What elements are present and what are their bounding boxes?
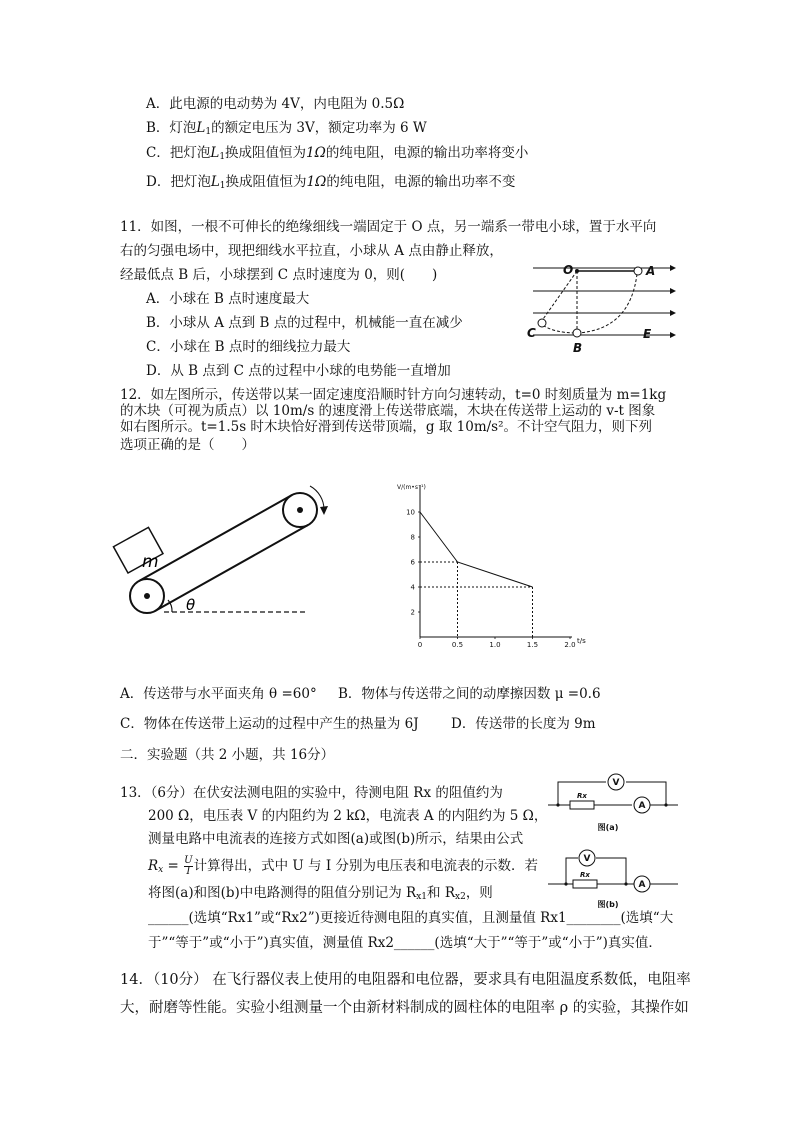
q13-line-5 [148,883,493,907]
q10-c-symbol: L [210,145,220,161]
formula-r: R [148,858,159,874]
q12-option-b: B．物体与传送带之间的动摩擦因数 μ =0.6 [338,686,601,702]
q11-line-2: 右的匀强电场中，现把细线水平拉直，小球从 A 点由静止释放， [120,243,503,259]
label-b: B [573,341,583,355]
ammeter-a-label: A [638,801,646,811]
rotation-arrowhead [320,506,328,515]
q11-option-a: A．小球在 B 点时速度最大 [146,291,310,307]
q13-line-5-pre: 将图(a)和图(b)中电路测得的阻值分别记为 R [148,885,417,901]
q12-conveyor-figure [120,480,340,620]
angle-label: θ [186,596,196,614]
x-tick-label: 0 [417,641,423,649]
bottom-axle [144,593,150,599]
arrow-1 [670,265,676,271]
node-a-2 [664,803,667,806]
q10-option-c [146,143,528,167]
q10-b-text: 的额定电压为 3V，额定功率为 6 W [211,120,427,136]
q11-pendulum-figure [525,260,675,355]
q12-line-2: 的木块（可视为质点）以 10m/s 的速度滑上传送带底端，木块在传送带上运动的 v-t 图象 [120,403,656,419]
q10-d-prefix: D．把灯泡 [146,174,211,190]
q13-sub-x2: x2 [455,892,466,902]
arrow-2 [670,288,676,294]
q10-c-mid: 换成阻值恒为 [225,145,307,161]
q10-option-b [146,118,427,142]
arrow-3 [670,310,676,316]
ball-at-c [538,319,546,327]
formula-sub-x: x [158,865,164,875]
x-tick-label: 2.0 [564,641,576,649]
q13-line-7: 于”“等于”或“小于”)真实值，测量值 Rx2______(选填“大于”“等于”或“小于”)真实值． [148,935,662,951]
figure-b-caption: 图(b) [597,900,619,909]
belt-upper [139,495,292,581]
wire-b-right [596,858,626,884]
q10-d-symbol: L [210,174,220,190]
label-o: O [563,263,574,277]
q13-line-5-mid: 和 R [427,885,455,901]
q14-line-1: 14．（10分） 在飞行器仪表上使用的电阻器和电位器，要求具有电阻温度系数低，电阻率 [120,972,691,988]
formula-numerator: U [184,855,193,866]
q10-b-prefix: B．灯泡 [146,120,197,136]
node-b-1 [564,882,567,885]
y-axis-label: V/(m•s⁻¹) [397,484,426,491]
top-axle [297,507,303,513]
label-e: E [643,327,652,341]
q10-option-d [146,172,515,196]
resistor-a-label: Rx [577,792,587,800]
y-tick-label: 6 [410,558,415,567]
ball-at-a [634,267,642,275]
resistor-b-label: Rx [580,871,590,879]
series-line [420,512,533,587]
q12-vt-chart [395,475,586,650]
q13-line-1: 13．（6分）在伏安法测电阻的实验中，待测电阻 Rx 的阻值约为 [120,785,503,801]
swing-arc [541,274,637,333]
formula-equals: = [163,858,184,874]
formula-fraction [184,856,192,877]
ball-at-b [573,329,581,337]
q11-option-d: D．从 B 点到 C 点的过程中小球的电势能一直增加 [146,363,451,379]
voltmeter-b-label: V [583,854,591,864]
q12-line-4: 选项正确的是（ ） [120,437,255,453]
node-b-2 [624,882,627,885]
voltmeter-a-label: V [612,778,620,788]
q13-line-2: 200 Ω，电压表 V 的内阻约为 2 kΩ，电流表 A 的内阻约为 5 Ω， [148,808,548,824]
q10-c-subscript: 1 [219,152,226,162]
q13-sub-x1: x1 [416,892,428,902]
x-tick-label: 1.5 [526,641,539,649]
q10-d-value: 1Ω [306,174,327,190]
ammeter-b-label: A [638,880,646,890]
q10-d-mid: 换成阻值恒为 [225,174,307,190]
q13-circuit-a [548,770,678,835]
q10-d-subscript: 1 [219,181,226,191]
q12-option-c: C．物体在传送带上运动的过程中产生的热量为 6J [120,716,419,732]
q10-option-a: A．此电源的电动势为 4V，内电阻为 0.5Ω [146,96,405,112]
wire-a-right [626,782,666,805]
x-tick-label: 1.0 [489,641,501,649]
y-tick-label: 8 [410,533,415,542]
q10-d-text: 的纯电阻，电源的输出功率不变 [326,174,516,190]
x-axis-label: t/s [577,637,586,645]
q11-option-b: B．小球从 A 点到 B 点的过程中，机械能一直在减少 [146,315,463,331]
q10-c-prefix: C．把灯泡 [146,145,211,161]
q13-line-4 [148,856,538,880]
block-label: m [142,552,159,572]
q11-line-3: 经最低点 B 后，小球摆到 C 点时速度为 0，则( ) [120,267,438,283]
resistor-b [573,880,597,888]
x-tick-label: 0.5 [451,641,464,649]
q11-line-1: 11．如图，一根不可伸长的绝缘细线一端固定于 O 点，另一端系一带电小球，置于水平向 [120,219,657,235]
section-2-heading: 二．实验题（共 2 小题，共 16分） [120,747,335,763]
q14-line-2: 大，耐磨等性能。实验小组测量一个由新材料制成的圆柱体的电阻率 ρ 的实验，其操作如 [120,1000,689,1016]
y-tick-label: 10 [406,508,415,517]
q13-line-4-text: 计算得出，式中 U 与 I 分别为电压表和电流表的示数．若 [193,858,538,874]
q13-circuit-b [548,842,678,910]
q10-b-subscript: 1 [205,127,212,137]
q10-c-text: 的纯电阻，电源的输出功率将变小 [325,145,529,161]
q11-option-c: C．小球在 B 点时的细线拉力最大 [146,339,351,355]
belt-lower [155,525,308,611]
q13-line-5-post: ，则 [465,885,493,901]
q10-c-value: 1Ω [306,145,326,161]
q12-option-a: A．传送带与水平面夹角 θ =60° [120,686,317,702]
q10-b-symbol: L [196,120,206,136]
label-c: C [527,326,536,340]
resistor-a [570,801,594,809]
q13-line-6: ______(选填“Rx1”或“Rx2”)更接近待测电阻的真实值，且测量值 Rx1________(选填“大 [148,910,674,926]
q12-line-1: 12．如左图所示，传送带以某一固定速度沿顺时针方向匀速转动，t=0 时刻质量为 m=1kg [120,387,667,403]
label-a: A [646,264,656,278]
y-tick-label: 2 [410,608,415,617]
node-a-1 [556,803,559,806]
pivot-o [575,269,579,273]
arrow-4 [670,332,676,338]
figure-a-caption: 图(a) [597,823,619,832]
thread-to-c [541,271,577,322]
y-tick-label: 4 [410,583,415,592]
q13-line-3: 测量电路中电流表的连接方式如图(a)或图(b)所示，结果由公式 [148,831,524,847]
q12-option-d: D．传送带的长度为 9m [451,716,596,732]
formula-denominator: I [186,866,191,877]
q12-line-3: 如右图所示。t=1.5s 时木块恰好滑到传送带顶端，g 取 10m/s²。不计空气阻力，则下列 [120,419,653,435]
